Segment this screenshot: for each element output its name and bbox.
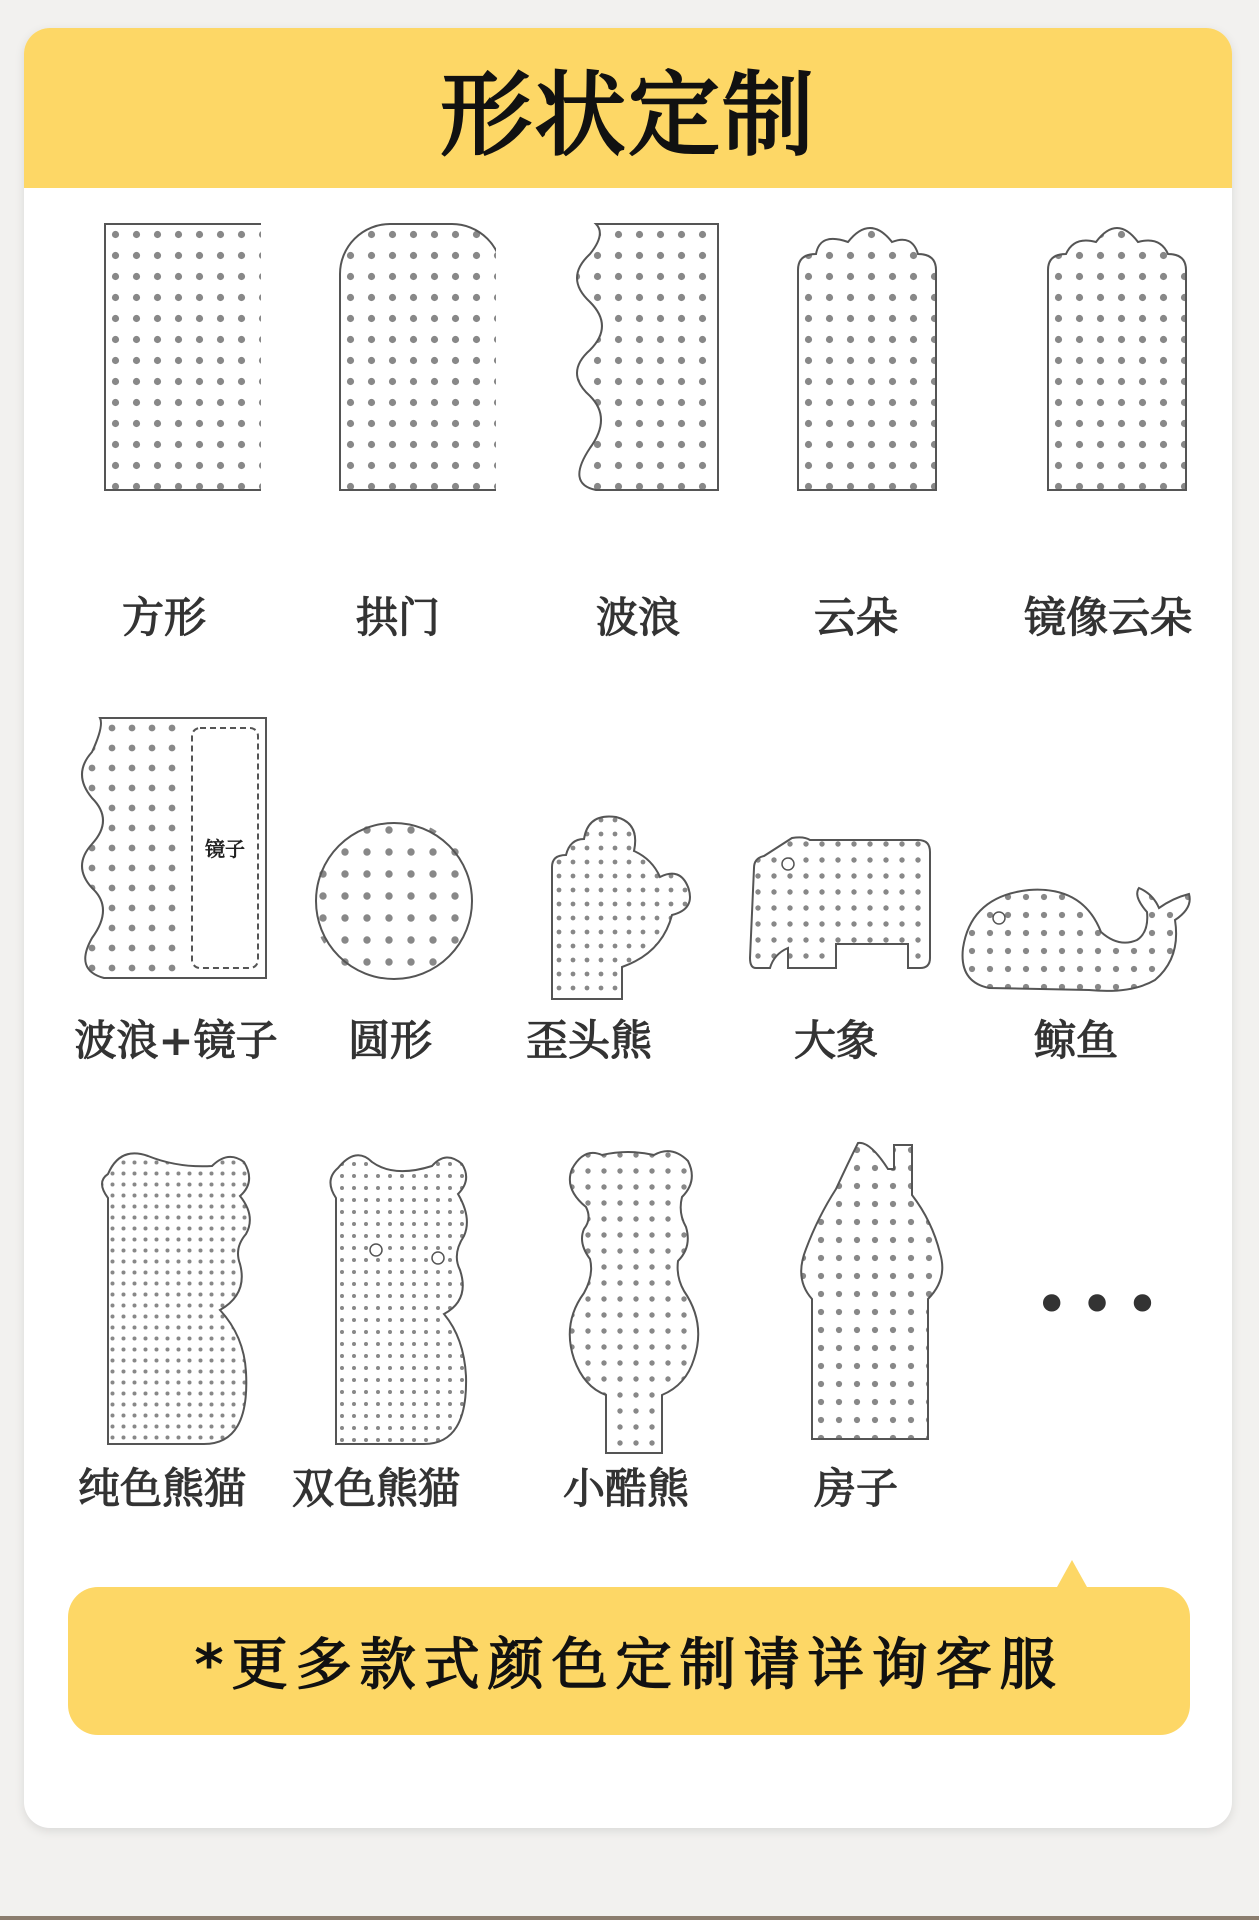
label-wave-mirror: 波浪+镜子 [74, 1016, 278, 1065]
whale-shape [949, 848, 1219, 998]
bottom-divider [0, 1916, 1259, 1920]
arch-shape [316, 218, 496, 498]
label-tilted-bear: 歪头熊 [525, 1016, 652, 1065]
wave-shape [556, 218, 736, 498]
label-whale: 鲸鱼 [1033, 1016, 1118, 1065]
label-two-tone-panda: 双色熊猫 [291, 1464, 460, 1513]
elephant-shape [734, 828, 934, 988]
cool-bear-shape [544, 1133, 724, 1463]
label-cloud: 云朵 [813, 593, 898, 642]
more-shapes-ellipsis: ••• [1034, 1270, 1171, 1340]
label-square: 方形 [121, 593, 206, 642]
solid-panda-shape [74, 1138, 274, 1458]
shape-customization-card [24, 28, 1232, 1828]
square-shape [81, 218, 261, 498]
label-solid-panda: 纯色熊猫 [77, 1464, 246, 1513]
label-mirror-cloud: 镜像云朵 [1023, 593, 1192, 642]
wave-mirror-shape [74, 708, 274, 988]
page-title: 形状定制 [439, 62, 816, 169]
cloud-shape [774, 218, 954, 498]
mirror-inner-label: 镜子 [205, 837, 245, 861]
header-banner [24, 28, 1232, 188]
customization-note [68, 1587, 1190, 1735]
label-arch: 拱门 [355, 593, 440, 642]
circle-shape [306, 813, 486, 993]
mirror-cloud-shape [1024, 218, 1204, 498]
label-wave: 波浪 [595, 593, 680, 642]
tilted-bear-shape [524, 803, 724, 1003]
note-text: *更多款式颜色定制请详询客服 [194, 1633, 1064, 1698]
two-tone-panda-shape [294, 1138, 494, 1458]
label-circle: 圆形 [347, 1016, 432, 1065]
label-cool-bear: 小酷熊 [562, 1464, 689, 1513]
label-house: 房子 [813, 1464, 898, 1513]
house-shape [784, 1133, 964, 1453]
label-elephant: 大象 [793, 1016, 878, 1065]
